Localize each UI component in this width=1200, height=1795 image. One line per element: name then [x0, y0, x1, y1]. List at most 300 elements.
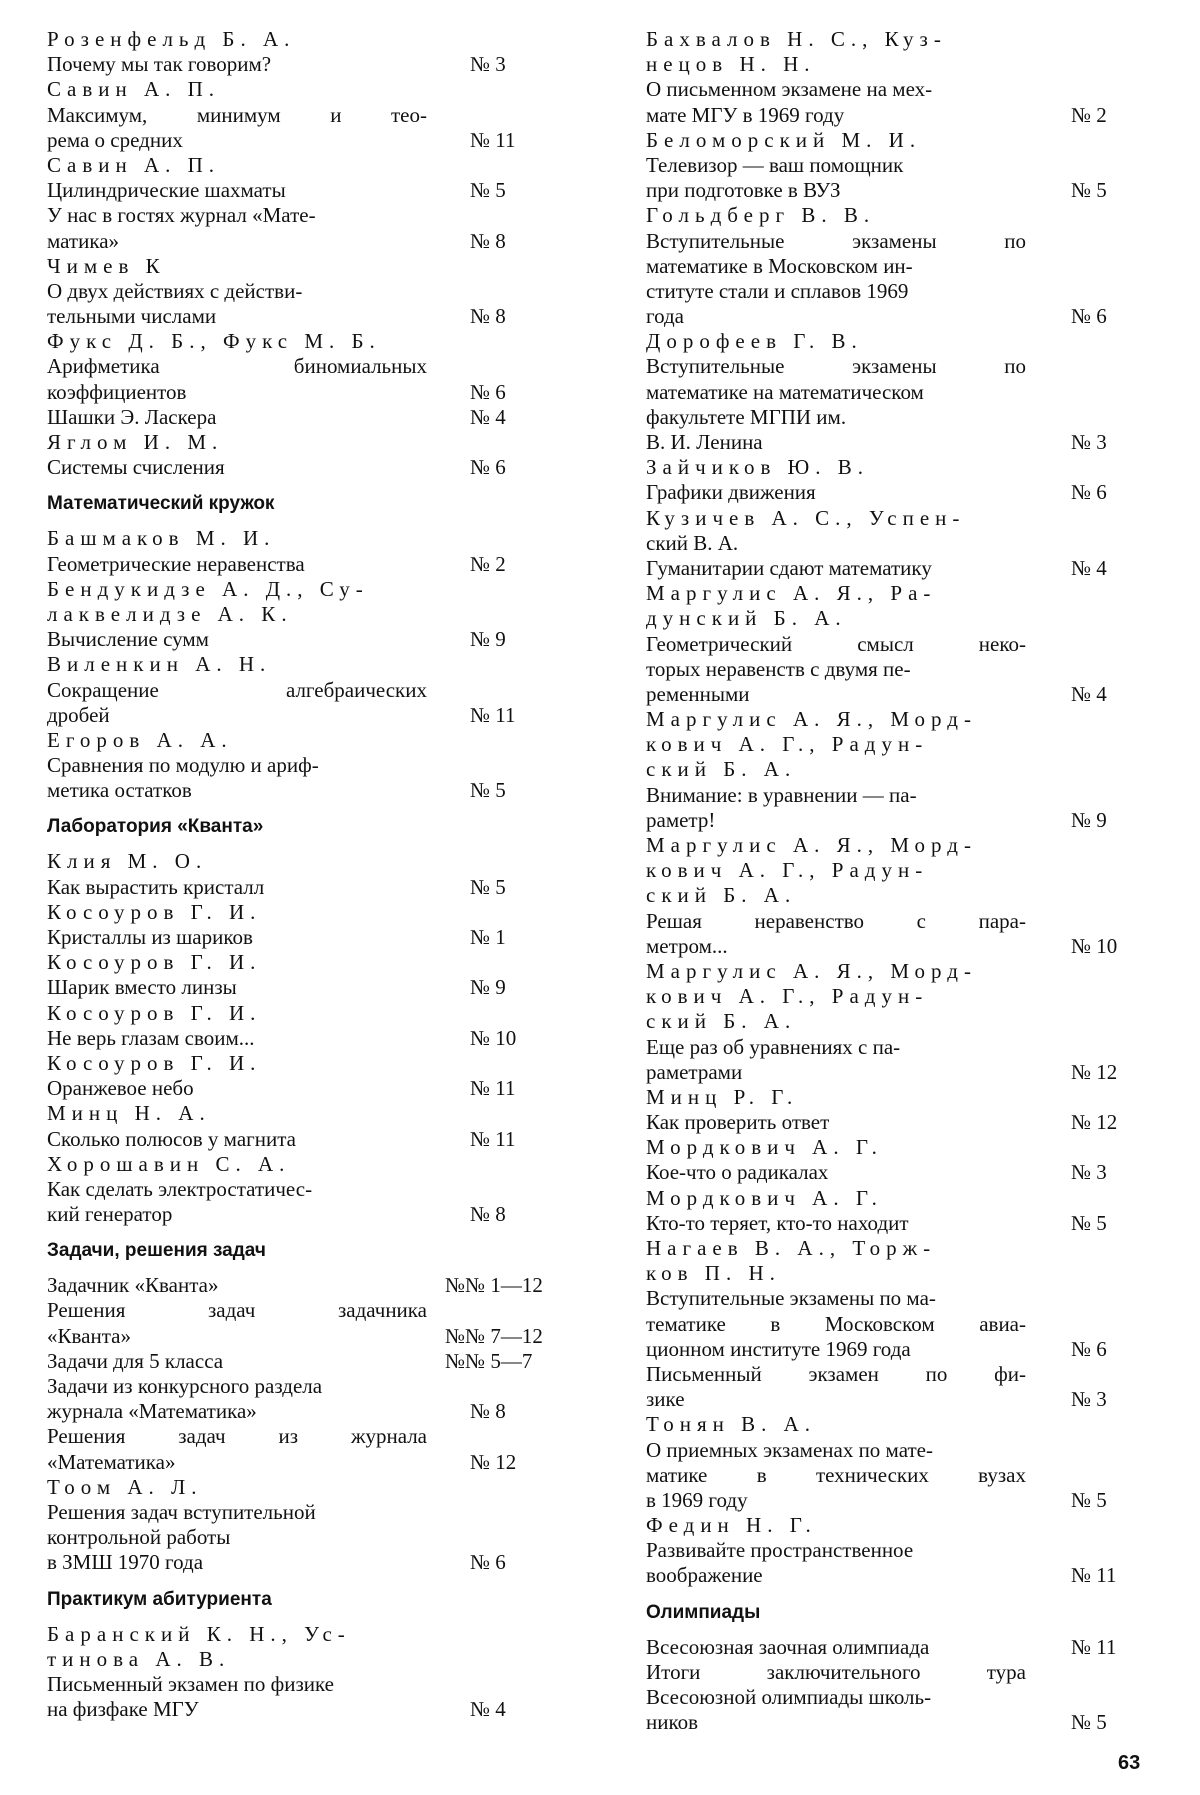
section-heading: Математический кружок [47, 493, 275, 515]
index-line [47, 1349, 575, 1374]
index-line [646, 229, 1146, 254]
index-line [646, 279, 1146, 304]
article-title: раметр! [646, 807, 716, 832]
index-line [646, 1261, 1146, 1286]
index-line [47, 602, 575, 627]
index-line [646, 203, 1146, 228]
index-line [47, 455, 575, 480]
article-title: Задачи из конкурсного раздела [47, 1374, 323, 1398]
article-title: ституте стали и сплавов 1969 [646, 278, 909, 303]
article-title: О письменном экзамене на мех- [646, 77, 933, 102]
issue-number: № 2 [470, 551, 506, 576]
issue-number: № 2 [1071, 102, 1107, 127]
article-title: «Математика» [47, 1449, 176, 1474]
article-title: мате МГУ в 1969 году [646, 102, 845, 127]
issue-number: № 9 [470, 627, 506, 652]
issue-number: № 12 [470, 1449, 517, 1474]
author-name: ский Б. А. [646, 883, 797, 908]
index-line [646, 682, 1146, 707]
issue-number: №№ 7—12 [445, 1323, 543, 1348]
index-line [646, 732, 1146, 757]
index-line [646, 329, 1146, 354]
index-line [47, 77, 575, 102]
issue-number: № 6 [470, 455, 506, 480]
index-line [47, 1076, 575, 1101]
article-title: Кристаллы из шариков [47, 925, 253, 949]
issue-number: № 9 [1071, 807, 1107, 832]
author-name: Савин А. П. [47, 77, 221, 102]
article-title: Письменный экзамен по фи- [646, 1361, 1026, 1386]
author-name: Нагаев В. А., Торж- [646, 1236, 937, 1260]
author-name: кович А. Г., Радун- [646, 984, 929, 1009]
index-line [646, 1387, 1146, 1412]
article-title: В. И. Ленина [646, 430, 763, 454]
article-title: кий генератор [47, 1202, 173, 1227]
article-title: Вступительные экзамены по [646, 228, 1026, 253]
article-title: Сокращение алгебраических [47, 677, 427, 702]
index-line [47, 703, 575, 728]
article-title: Графики движения [646, 480, 816, 505]
article-title: в 1969 году [646, 1487, 748, 1512]
issue-number: № 4 [1071, 681, 1107, 706]
index-line [646, 1009, 1146, 1034]
article-title: Вычисление сумм [47, 627, 209, 652]
issue-number: № 3 [1071, 430, 1107, 454]
index-line [47, 1424, 575, 1449]
index-line [646, 606, 1146, 631]
article-title: Максимум, минимум и тео- [47, 102, 427, 127]
author-name: нецов Н. Н. [646, 52, 816, 77]
index-line [646, 1488, 1146, 1513]
index-line [47, 1152, 575, 1177]
left-column [47, 27, 575, 1722]
issue-number: № 5 [1071, 178, 1107, 203]
article-title: Всесоюзной олимпиады школь- [646, 1685, 932, 1709]
article-title: Шашки Э. Ласкера [47, 404, 217, 429]
index-line [646, 178, 1146, 203]
issue-number: № 5 [470, 178, 506, 203]
article-title: Письменный экзамен по физике [47, 1671, 335, 1696]
article-title: в ЗМШ 1970 года [47, 1550, 204, 1575]
index-line [47, 128, 575, 153]
author-name: Яглом И. М. [47, 430, 224, 454]
index-line [646, 1160, 1146, 1185]
issue-number: № 8 [470, 228, 506, 253]
article-title: Кто-то теряет, кто-то находит [646, 1210, 909, 1235]
index-line [646, 27, 1146, 52]
index-line [47, 753, 575, 778]
article-title: зике [646, 1387, 685, 1412]
article-title: метром... [646, 933, 728, 958]
author-name: кович А. Г., Радун- [646, 858, 929, 883]
index-line [646, 480, 1146, 505]
index-line [47, 52, 575, 77]
author-name: Фукс Д. Б., Фукс М. Б. [47, 329, 381, 354]
article-title: Вступительные экзамены по ма- [646, 1286, 936, 1311]
issue-number: № 6 [470, 379, 506, 404]
article-title: Почему мы так говорим? [47, 52, 272, 77]
index-line [47, 1127, 575, 1152]
article-title: Шарик вместо линзы [47, 975, 237, 1000]
index-line [646, 632, 1146, 657]
article-title: Не верь глазам своим... [47, 1025, 255, 1050]
index-line [646, 430, 1146, 455]
index-line [47, 354, 575, 379]
author-name: Бендукидзе А. Д., Су- [47, 576, 369, 601]
author-name: Клия М. О. [47, 849, 208, 874]
article-title: Решая неравенство с пара- [646, 908, 1026, 933]
index-line [646, 1110, 1146, 1135]
author-name: Маргулис А. Я., Морд- [646, 958, 977, 983]
index-line [47, 1399, 575, 1424]
issue-number: № 6 [1071, 304, 1107, 329]
author-name: дунский Б. А. [646, 606, 847, 631]
article-title: торых неравенств с двумя пе- [646, 656, 911, 681]
article-title: Как сделать электростатичес- [47, 1176, 313, 1201]
author-name: Косоуров Г. И. [47, 1050, 262, 1075]
index-line [646, 1236, 1146, 1261]
article-title: Задачник «Кванта» [47, 1273, 219, 1298]
index-line [646, 128, 1146, 153]
article-title: тематике в Московском авиа- [646, 1311, 1026, 1336]
index-line [646, 1538, 1146, 1563]
index-line [646, 909, 1146, 934]
index-line [646, 1135, 1146, 1160]
article-title: журнала «Математика» [47, 1399, 257, 1424]
index-line [646, 1685, 1146, 1710]
article-title: Оранжевое небо [47, 1076, 194, 1101]
author-name: ский Б. А. [646, 1009, 797, 1034]
index-line [646, 1312, 1146, 1337]
index-line [646, 405, 1146, 430]
index-line [47, 1026, 575, 1051]
author-name: Дорофеев Г. В. [646, 329, 863, 354]
article-title: Арифметика биномиальных [47, 354, 427, 379]
author-name: лаквелидзе А. К. [47, 601, 293, 626]
issue-number: № 9 [470, 975, 506, 1000]
issue-number: № 6 [470, 1550, 506, 1575]
index-line [47, 1202, 575, 1227]
article-title: при подготовке в ВУЗ [646, 178, 841, 203]
author-name: Бахвалов Н. С., Куз- [646, 27, 947, 51]
index-line [47, 1298, 575, 1323]
article-title: метика остатков [47, 778, 192, 803]
issue-number: № 8 [470, 1202, 506, 1227]
issue-number: № 3 [1071, 1387, 1107, 1412]
article-title: «Кванта» [47, 1323, 131, 1348]
author-name: Беломорский М. И. [646, 127, 922, 152]
article-title: Вступительные экзамены по [646, 354, 1026, 379]
index-line [47, 1475, 575, 1500]
index-line [47, 1500, 575, 1525]
author-name: Косоуров Г. И. [47, 899, 262, 924]
article-title: Геометрические неравенства [47, 551, 305, 576]
index-line [47, 900, 575, 925]
issue-number: № 4 [470, 404, 506, 429]
article-title: тельными числами [47, 304, 217, 329]
index-line [47, 103, 575, 128]
index-line [646, 531, 1146, 556]
index-line [646, 455, 1146, 480]
author-name: Чимев К [47, 253, 166, 278]
article-title: дробей [47, 702, 110, 727]
issue-number: № 3 [1071, 1160, 1107, 1185]
article-title: Всесоюзная заочная олимпиада [646, 1634, 930, 1659]
index-line [646, 858, 1146, 883]
section-heading: Олимпиады [646, 1601, 761, 1623]
index-line [47, 652, 575, 677]
issue-number: № 3 [470, 52, 506, 77]
issue-number: № 12 [1071, 1110, 1118, 1135]
issue-number: № 11 [470, 702, 516, 727]
author-name: Федин Н. Г. [646, 1513, 817, 1538]
article-title: Гуманитарии сдают математику [646, 555, 932, 580]
issue-number: № 11 [1071, 1634, 1117, 1659]
author-name: Тонян В. А. [646, 1412, 817, 1437]
index-line [47, 1374, 575, 1399]
index-line [646, 506, 1146, 531]
article-title: Решения задач вступительной [47, 1499, 316, 1524]
article-title: ский В. А. [646, 530, 739, 555]
article-title: рема о средних [47, 127, 183, 152]
article-title: матике в технических вузах [646, 1462, 1026, 1487]
issue-number: № 5 [1071, 1210, 1107, 1235]
index-line [47, 153, 575, 178]
index-line [47, 430, 575, 455]
issue-number: №№ 1—12 [445, 1273, 543, 1298]
author-name: Маргулис А. Я., Ра- [646, 581, 937, 606]
article-title: Сравнения по модулю и ариф- [47, 753, 319, 778]
article-title: Задачи для 5 класса [47, 1348, 224, 1373]
issue-number: № 5 [470, 874, 506, 899]
index-line [646, 833, 1146, 858]
index-line [646, 556, 1146, 581]
index-line [646, 1463, 1146, 1488]
author-name: тинова А. В. [47, 1646, 231, 1671]
index-line [47, 1273, 575, 1298]
index-line [47, 380, 575, 405]
issue-number: № 1 [470, 925, 506, 949]
section-heading: Практикум абитуриента [47, 1588, 272, 1610]
index-line [47, 27, 575, 52]
author-name: кович А. Г., Радун- [646, 732, 929, 757]
index-line [646, 1337, 1146, 1362]
article-title: ников [646, 1710, 699, 1735]
issue-number: № 11 [470, 1076, 516, 1101]
article-title: Еще раз об уравнениях с па- [646, 1034, 901, 1059]
article-title: математике в Московском ин- [646, 253, 913, 278]
author-name: Тоом А. Л. [47, 1474, 203, 1499]
index-line [47, 1450, 575, 1475]
index-line [47, 1324, 575, 1349]
article-title: коэффициентов [47, 379, 187, 404]
author-name: Маргулис А. Я., Морд- [646, 833, 977, 857]
article-title: О приемных экзаменах по мате- [646, 1437, 933, 1462]
index-line [646, 1060, 1146, 1085]
article-title: Итоги заключительного тура [646, 1659, 1026, 1684]
index-line [646, 52, 1146, 77]
index-line [47, 1177, 575, 1202]
author-name: Косоуров Г. И. [47, 1000, 262, 1025]
author-name: Башмаков М. И. [47, 526, 276, 551]
index-line [47, 405, 575, 430]
index-line [646, 1710, 1146, 1735]
article-title: контрольной работы [47, 1525, 231, 1550]
article-title: Решения задач задачника [47, 1298, 427, 1323]
article-title: У нас в гостях журнал «Мате- [47, 203, 316, 228]
index-line [47, 975, 575, 1000]
index-line [646, 1362, 1146, 1387]
article-title: воображение [646, 1563, 763, 1588]
author-name: Мордкович А. Г. [646, 1135, 883, 1160]
index-line [47, 552, 575, 577]
author-name: Маргулис А. Я., Морд- [646, 707, 977, 732]
index-line [47, 329, 575, 354]
article-title: Внимание: в уравнении — па- [646, 782, 917, 807]
index-line [646, 254, 1146, 279]
issue-number: №№ 5—7 [445, 1348, 533, 1373]
issue-number: № 5 [1071, 1710, 1107, 1735]
index-line [646, 783, 1146, 808]
article-title: Решения задач из журнала [47, 1424, 427, 1449]
index-line [47, 1647, 575, 1672]
index-line [47, 178, 575, 203]
index-line [646, 984, 1146, 1009]
index-line [646, 581, 1146, 606]
index-line [47, 1051, 575, 1076]
article-title: факультете МГПИ им. [646, 404, 847, 429]
index-line [646, 1186, 1146, 1211]
article-title: матика» [47, 228, 120, 253]
index-line [646, 153, 1146, 178]
issue-number: № 4 [470, 1697, 506, 1722]
article-title: ционном институте 1969 года [646, 1336, 911, 1361]
index-line [646, 757, 1146, 782]
index-line [47, 1697, 575, 1722]
article-title: Системы счисления [47, 455, 225, 480]
index-line [47, 203, 575, 228]
author-name: Минц Р. Г. [646, 1084, 799, 1109]
index-line [646, 959, 1146, 984]
issue-number: № 11 [470, 1126, 516, 1151]
section-heading: Задачи, решения задач [47, 1240, 266, 1262]
index-line [646, 1211, 1146, 1236]
index-line [47, 1101, 575, 1126]
article-title: Телевизор — ваш помощник [646, 152, 904, 177]
index-line [646, 1085, 1146, 1110]
author-name: Егоров А. А. [47, 727, 233, 752]
article-title: Геометрический смысл неко- [646, 631, 1026, 656]
index-line [646, 380, 1146, 405]
index-line [646, 934, 1146, 959]
article-title: Развивайте пространственное [646, 1538, 914, 1563]
author-name: Кузичев А. С., Успен- [646, 505, 966, 530]
article-title: ременными [646, 681, 750, 706]
index-line [47, 526, 575, 551]
index-line [646, 354, 1146, 379]
index-line [47, 728, 575, 753]
index-line [646, 707, 1146, 732]
article-title: на физфаке МГУ [47, 1697, 199, 1722]
section-heading: Лаборатория «Кванта» [47, 816, 264, 838]
index-line [646, 103, 1146, 128]
issue-number: № 8 [470, 304, 506, 329]
author-name: Косоуров Г. И. [47, 950, 262, 975]
issue-number: № 6 [1071, 480, 1107, 505]
index-line [47, 577, 575, 602]
issue-number: № 4 [1071, 555, 1107, 580]
author-name: Розенфельд Б. А. [47, 27, 296, 51]
page-number: 63 [1118, 1752, 1141, 1774]
index-line [646, 808, 1146, 833]
issue-number: № 11 [470, 127, 516, 152]
author-name: Савин А. П. [47, 152, 221, 177]
issue-number: № 10 [470, 1025, 517, 1050]
index-line [47, 950, 575, 975]
index-line [47, 1672, 575, 1697]
index-line [646, 1660, 1146, 1685]
index-line [47, 1550, 575, 1575]
article-title: Как вырастить кристалл [47, 874, 265, 899]
author-name: Хорошавин С. А. [47, 1151, 291, 1176]
index-line [646, 1563, 1146, 1588]
index-line [47, 304, 575, 329]
index-line [47, 778, 575, 803]
article-title: Кое-что о радикалах [646, 1160, 829, 1185]
article-title: Цилиндрические шахматы [47, 178, 286, 203]
index-line [47, 875, 575, 900]
author-name: ский Б. А. [646, 757, 797, 782]
index-line [47, 254, 575, 279]
index-line [646, 1438, 1146, 1463]
index-line [646, 77, 1146, 102]
author-name: Гольдберг В. В. [646, 203, 876, 228]
author-name: Минц Н. А. [47, 1101, 211, 1126]
index-line [646, 1286, 1146, 1311]
author-name: ков П. Н. [646, 1261, 781, 1286]
index-line [646, 1035, 1146, 1060]
index-line [47, 627, 575, 652]
index-line [646, 304, 1146, 329]
index-line [47, 849, 575, 874]
issue-number: № 5 [1071, 1487, 1107, 1512]
index-line [47, 279, 575, 304]
article-title: раметрами [646, 1059, 743, 1084]
index-line [646, 883, 1146, 908]
issue-number: № 8 [470, 1399, 506, 1424]
index-line [47, 678, 575, 703]
index-line [47, 1001, 575, 1026]
article-title: О двух действиях с действи- [47, 278, 303, 303]
index-line [47, 925, 575, 950]
article-title: математике на математическом [646, 379, 924, 404]
author-name: Зайчиков Ю. В. [646, 455, 870, 480]
author-name: Виленкин А. Н. [47, 652, 272, 677]
index-line [646, 1513, 1146, 1538]
index-line [47, 1525, 575, 1550]
issue-number: № 6 [1071, 1336, 1107, 1361]
right-column [646, 27, 1146, 1735]
issue-number: № 5 [470, 778, 506, 803]
article-title: Как проверить ответ [646, 1110, 830, 1135]
author-name: Мордкович А. Г. [646, 1185, 883, 1210]
issue-number: № 10 [1071, 933, 1118, 958]
index-line [646, 1412, 1146, 1437]
issue-number: № 12 [1071, 1059, 1118, 1084]
index-line [47, 1622, 575, 1647]
index-line [646, 657, 1146, 682]
index-line [646, 1635, 1146, 1660]
